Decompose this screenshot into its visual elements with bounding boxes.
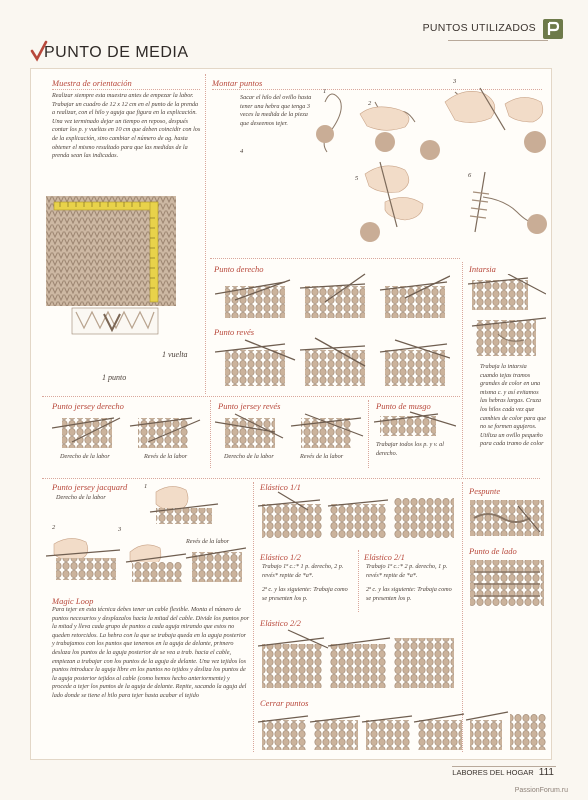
rib-1x1-illustration: [258, 490, 458, 542]
jersey-row-rule: [42, 396, 460, 397]
jacquard-cap-top: Derecho de la labor: [56, 494, 106, 501]
label-punto: 1 punto: [102, 373, 127, 382]
intarsia-illustration: [468, 274, 546, 362]
purl-stitch-illustrations: [215, 336, 450, 391]
montar-bottom-rule: [210, 258, 460, 259]
muestra-rule: [52, 89, 200, 90]
jersey-derecho-title: Punto jersey derecho: [52, 401, 124, 411]
elastico12-title: Elástico 1/2: [260, 552, 301, 562]
rib-2x2-illustration: [258, 626, 458, 692]
column-separator: [205, 74, 206, 394]
musgo-separator: [368, 400, 369, 468]
elastico21-line2: 2ª c. y las siguiente: Trabaja como se presenten los p.: [366, 586, 452, 602]
elastico12-line2: 2ª c. y las siguiente: Trabaja como se presenten los p.: [262, 586, 348, 602]
elastico11-title: Elástico 1/1: [260, 482, 301, 492]
magazine-logo-icon: [542, 18, 564, 40]
montar-text: Sacar el hilo del ovillo hasta tener una hebra que tenga 3 veces la medida de la pieza que deseemos tejer.: [240, 94, 312, 127]
intarsia-separator: [462, 262, 463, 477]
elastico22-title: Elástico 2/2: [260, 618, 301, 628]
jersey-separator: [210, 400, 211, 468]
cerrar-title: Cerrar puntos: [260, 698, 309, 708]
magazine-name: LABORES DEL HOGAR: [452, 768, 534, 777]
montar-step-6: 6: [468, 172, 472, 179]
watermark: PassionForum.ru: [514, 787, 568, 794]
reves-title: Punto revés: [214, 327, 255, 337]
side-seam-illustration: [468, 558, 546, 608]
derecho-title: Punto derecho: [214, 264, 264, 274]
lado-title: Punto de lado: [469, 546, 517, 556]
musgo-title: Punto de musgo: [376, 401, 431, 411]
stockinette-right-illustration: [52, 412, 202, 450]
jersey-reves-cap-left: Derecho de la labor: [224, 453, 274, 460]
elastico21-line1: Trabajo 1ª c.:* 2 p. derecho, 1 p. revés* repite de *a*.: [366, 563, 448, 579]
knit-stitch-illustrations: [215, 272, 450, 322]
jacquard-illustration: [46, 482, 246, 590]
jacquard-cap-mid: Revés de la labor: [186, 538, 230, 545]
elastico12-line1: Trabajo 1ª c.:* 1 p. derecho, 2 p. revés* repite de *a*.: [262, 563, 344, 579]
montar-step-1: 1: [323, 88, 327, 95]
jersey-reves-cap-right: Revés de la labor: [300, 453, 344, 460]
pespunte-title: Pespunte: [469, 486, 501, 496]
jacquard-row-rule: [42, 478, 540, 479]
magic-title: Magic Loop: [52, 596, 94, 606]
cast-on-illustration: [305, 82, 550, 252]
jacquard-step-2: 2: [52, 524, 56, 531]
elastico21-title: Elástico 2/1: [364, 552, 405, 562]
section-label: PUNTOS UTILIZADOS: [422, 22, 536, 34]
montar-step-2: 2: [368, 100, 372, 107]
muestra-title: Muestra de orientación: [52, 78, 132, 88]
stockinette-reverse-illustration: [215, 412, 365, 450]
elastico-mid-separator: [358, 550, 359, 612]
intarsia-text: Trabaja la intarsia cuando tejas tramos grandes de color en una misma c. y así evitamos las hebras largas. Cruza los hilos cada vez que cambies de color para que no se formen agujeros. Utiliza un ovillo pequeño para cada tramo de color: [480, 363, 546, 448]
montar-step-5: 5: [355, 175, 359, 182]
page-number: 111: [538, 767, 554, 778]
montar-title: Montar puntos: [212, 78, 263, 88]
jersey-derecho-cap-right: Revés de la labor: [144, 453, 188, 460]
jacquard-title: Punto jersey jacquard: [52, 482, 128, 492]
garter-stitch-illustration: [374, 410, 456, 438]
montar-step-3: 3: [453, 78, 457, 85]
label-vuelta: 1 vuelta: [162, 350, 188, 359]
backstitch-illustration: [468, 498, 546, 538]
jersey-derecho-cap-left: Derecho de la labor: [60, 453, 110, 460]
intarsia-title: Intarsia: [469, 264, 496, 274]
gauge-swatch-illustration: [46, 196, 176, 336]
musgo-text: Trabajar todos los p. y v. al derecho.: [376, 441, 444, 457]
jersey-reves-title: Punto jersey revés: [218, 401, 281, 411]
page-title: PUNTO DE MEDIA: [44, 44, 189, 61]
elastico-separator: [253, 482, 254, 752]
page-footer: [452, 767, 554, 778]
jacquard-step-3: 3: [118, 526, 122, 533]
jacquard-step-1: 1: [144, 483, 148, 490]
muestra-text: Realizar siempre esta muestra antes de empezar la labor. Trabajar un cuadro de 12 x 12 cm en el punto de la prenda a realizar, con el hilo y aguja que figura en la explicación. Una vez terminado dejar un tiempo en reposo, después contar los p. y vueltas en 10 cm que deben coincidir con los de la explicación, sino cambiar el número de ag. hasta obtener el mismo resultado para que las medidas de la prenda sean las indicadas.: [52, 92, 201, 160]
magic-text: Para tejer en esta técnica debes tener un cable flexible. Monta el número de puntos necesarios y desplazalos hacia la mitad del cable. Divide los puntos por la mitad y lleva cada grupo de puntos a cada aguja mirando que estos no queden retorcidos. La hebra con la que se trabaja queda en la aguja posterior y trabajamos con los puntos que tenemos en la aguja de delante, primero deslaza los puntos de la aguja posterior de se vea a trab. hacia el cable, empiezan a trabajar con los puntos de la aguja de delante. Una vez tejidos los puntos introduce la aguja libre en los puntos no tejidos y desliza los puntos de la aguja posterior tejidos al cable (como hemos hecho anteriormente) y procede a tejer los puntos de la aguja de delante. Repite, sacando la aguja del lado donde se tiene el hilo para tejer hasta acabar el tejido: [52, 606, 250, 699]
montar-step-4: 4: [240, 148, 244, 155]
header-rule: [448, 40, 548, 41]
bind-off-illustration: [258, 706, 548, 752]
